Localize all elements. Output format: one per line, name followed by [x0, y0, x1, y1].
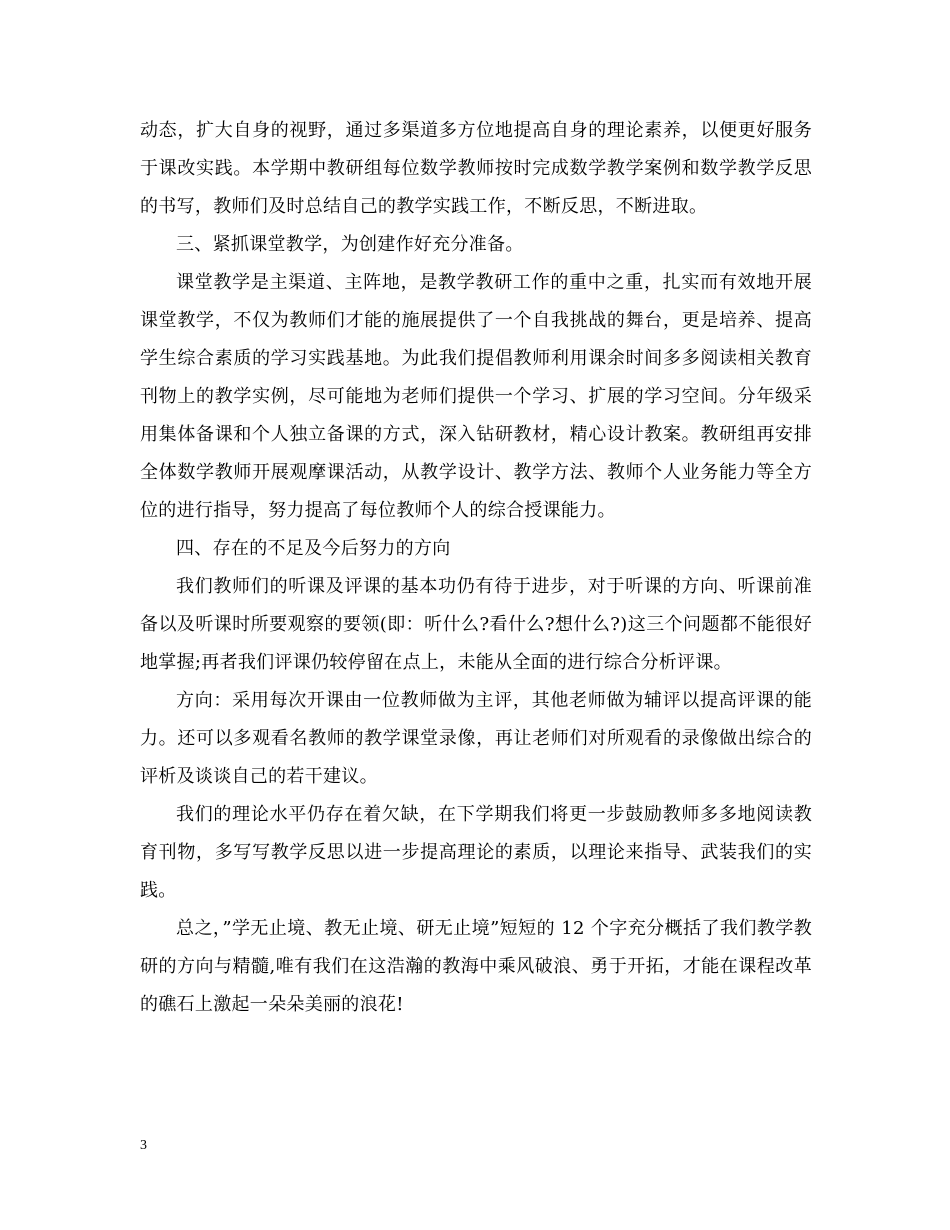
section-heading-classroom-teaching: 三、紧抓课堂教学，为创建作好充分准备。	[176, 234, 524, 255]
paragraph-classroom-teaching: 课堂教学是主渠道、主阵地，是教学教研工作的重中之重，扎实而有效地开展课堂教学，不仅为教师们才能的施展提供了一个自我挑战的舞台，更是培养、提高学生综合素质的学习实践基地。为此我们提倡教师利用课余时间多多阅读相关教育刊物上的教学实例，尽可能地为老师们提供一个学习、扩展的学习空间。分年级采用集体备课和个人独立备课的方式，深入钻研教材，精心设计教案。教研组再安排全体数学教师开展观摩课活动，从教学设计、教学方法、教师个人业务能力等全方位的进行指导，努力提高了每位教师个人的综合授课能力。	[140, 272, 812, 521]
section-heading-shortcomings: 四、存在的不足及今后努力的方向	[176, 538, 451, 559]
paragraph-shortcomings: 我们教师们的听课及评课的基本功仍有待于进步，对于听课的方向、听课前准备以及听课时所要观察的要领(即：听什么?看什么?想什么?)这三个问题都不能很好地掌握;再者我们评课仍较停留在点上，未能从全面的进行综合分析评课。	[140, 576, 812, 673]
page-number: 3	[140, 1138, 147, 1153]
paragraph-conclusion: 总之，”学无止境、教无止境、研无止境”短短的 12 个字充分概括了我们教学教研的方向与精髓,唯有我们在这浩瀚的教海中乘风破浪、勇于开拓，才能在课程改革的礁石上激起一朵朵美丽的浪花!	[140, 918, 812, 1015]
document-body	[140, 112, 812, 1024]
paragraph-direction: 方向：采用每次开课由一位教师做为主评，其他老师做为辅评以提高评课的能力。还可以多观看名教师的教学课堂录像，再让老师们对所观看的录像做出综合的评析及谈谈自己的若干建议。	[140, 690, 812, 787]
paragraph-theory-level: 我们的理论水平仍存在着欠缺，在下学期我们将更一步鼓励教师多多地阅读教育刊物，多写写教学反思以进一步提高理论的素质，以理论来指导、武装我们的实践。	[140, 804, 812, 901]
paragraph-continuation: 动态，扩大自身的视野，通过多渠道多方位地提高自身的理论素养，以便更好服务于课改实践。本学期中教研组每位数学教师按时完成数学教学案例和数学教学反思的书写，教师们及时总结自己的教学实践工作，不断反思，不断进取。	[140, 120, 812, 217]
